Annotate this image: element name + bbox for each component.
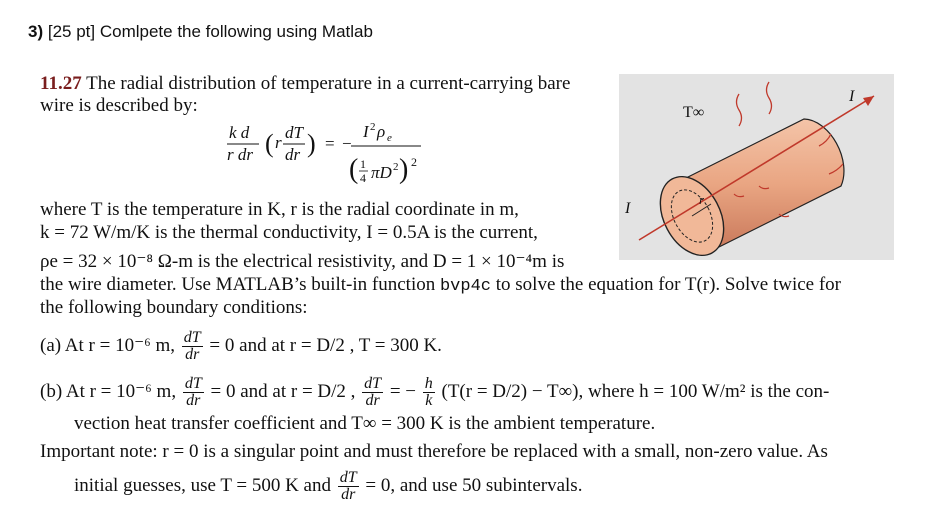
h-over-k-fraction: $\frac{h}{k}$ [424,375,433,409]
question-header [28,22,373,42]
question-number: 3) [28,22,44,41]
note-line-1: Important note: r = 0 is a singular point and must therefore be replaced with a small, non-zero value. As [40,441,828,462]
bc-line: the following boundary conditions: [40,297,308,318]
svg-text:πD: πD [371,163,392,182]
part-b: (b) At r = 10⁻⁶ m, $\frac{dT}{dr}$ = 0 and at r = D/2 , $\frac{dT}{dr}$ = − $\frac{h}{k}$ (T(r = D/2) − T∞), where h = 100 W/m² is the con- [40,375,830,409]
svg-text:(: ( [349,154,359,185]
intro-line-2: wire is described by: [40,95,198,116]
where-line-1: where T is the temperature in K, r is the radial coordinate in m, [40,199,519,220]
part-a: (a) At r = 10⁻⁶ m, $\frac{dT}{dr}$ = 0 and at r = D/2 , T = 300 K. [40,329,442,363]
radius-label: r [699,192,705,207]
svg-text:4: 4 [360,171,366,185]
current-label-left: I [625,200,631,217]
svg-text:r: r [275,133,282,152]
intro-line-1: 11.27 The radial distribution of temperature in a current-carrying bare [40,73,571,94]
svg-text:): ) [307,129,316,158]
svg-text:I: I [363,122,369,141]
svg-text:2: 2 [393,161,399,173]
ambient-temp-label: T∞ [683,104,705,121]
where-line-3: ρe = 32 × 10⁻⁸ Ω-m is the electrical resistivity, and D = 1 × 10⁻⁴m is [40,251,565,272]
problem-number: 11.27 [40,73,82,94]
svg-text:(: ( [265,129,274,158]
part-b-continuation: vection heat transfer coefficient and T∞ = 300 K is the ambient temperature. [74,413,656,434]
dT-dr-fraction: $\frac{dT}{dr}$ [364,375,382,409]
bvp4c-code: bvp4c [439,277,491,296]
governing-equation [225,118,445,200]
note-line-2: initial guesses, use T = 500 K and $\frac{dT}{dr}$ = 0, and use 50 subintervals. [74,469,583,503]
svg-text:2: 2 [370,121,376,133]
question-text: [25 pt] Comlpete the following using Matlab [47,22,373,41]
svg-text:): ) [399,154,409,185]
svg-text:dr: dr [285,145,301,164]
diameter-line: the wire diameter. Use MATLAB’s built-in function bvp4c to solve the equation for T(r). Solve twice for [40,274,841,296]
svg-text:e: e [387,132,392,144]
svg-text:1: 1 [360,157,366,171]
svg-text:r dr: r dr [227,145,253,164]
dT-dr-fraction: $\frac{dT}{dr}$ [184,375,202,409]
svg-text:2: 2 [411,155,417,169]
current-label-right: I [849,88,855,105]
svg-text:ρ: ρ [377,122,386,141]
dT-dr-fraction: $\frac{dT}{dr}$ [183,329,201,363]
svg-text:=: = [325,134,335,153]
dT-dr-fraction: $\frac{dT}{dr}$ [339,469,357,503]
where-line-2: k = 72 W/m/K is the thermal conductivity, I = 0.5A is the current, [40,222,538,243]
svg-text:−: − [342,134,352,153]
svg-text:k d: k d [229,123,250,142]
svg-text:dT: dT [285,123,303,142]
wire-figure [619,74,894,260]
